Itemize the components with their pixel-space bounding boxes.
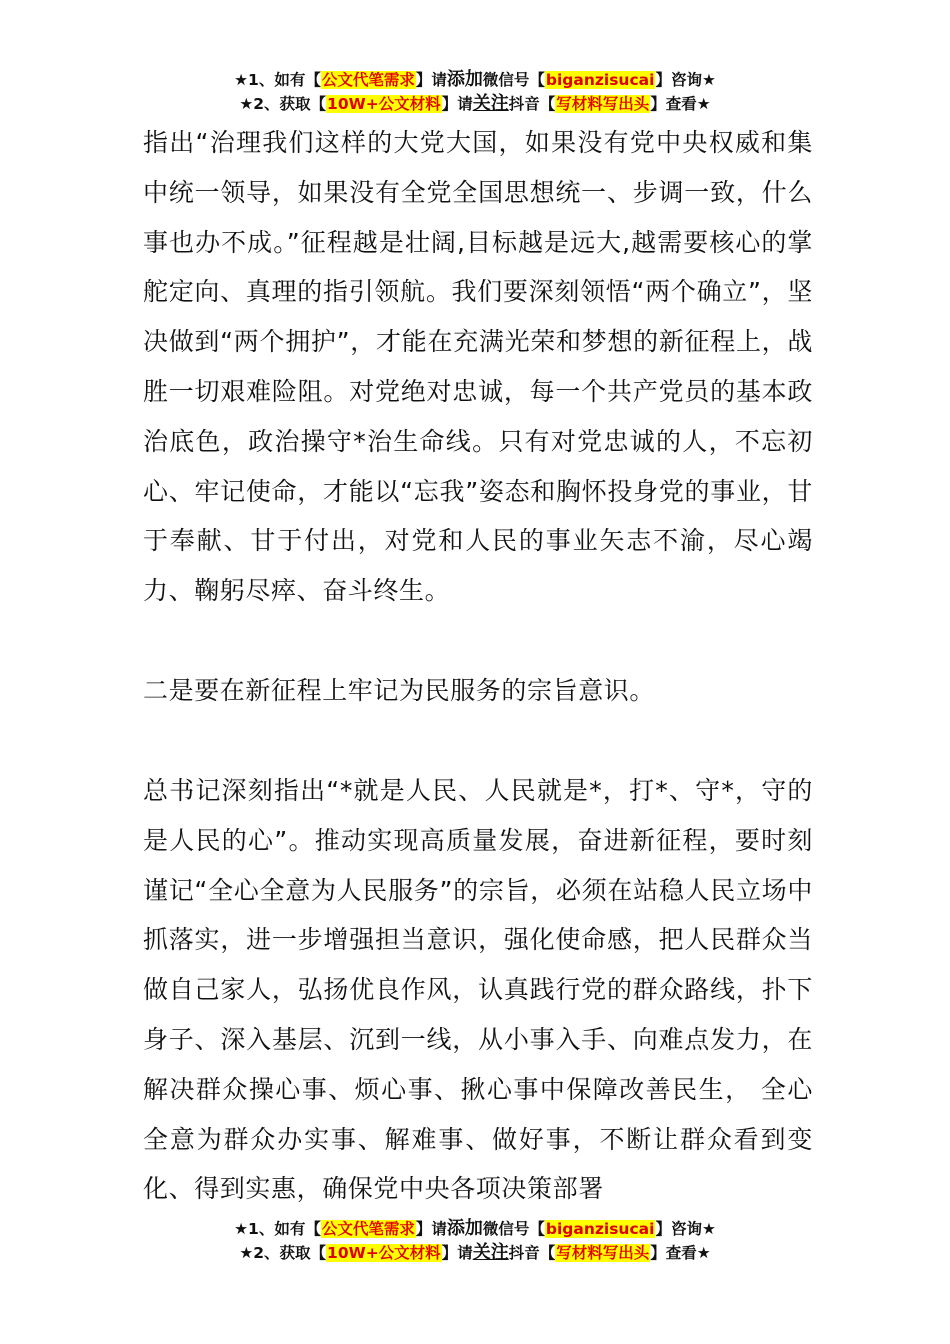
banner-emphasis: 关注 [472,1242,509,1263]
header-banner-line-2 [0,92,950,116]
highlight-materials: 10W+公文材料 [327,95,441,113]
header-banner [0,68,950,116]
highlight-service: 公文代笔需求 [321,1220,415,1238]
footer-banner-line-1 [0,1217,950,1241]
banner-text: 】请 [415,1220,447,1238]
banner-emphasis: 关注 [472,93,509,114]
section-heading-2: 二是要在新征程上牢记为民服务的宗旨意识。 [143,676,656,705]
banner-text: ★1、如有【 [234,1220,321,1238]
highlight-douyin-account: 写材料写出头 [556,95,650,113]
highlight-service: 公文代笔需求 [321,71,415,89]
banner-text: 】咨询★ [655,71,716,89]
highlight-douyin-account: 写材料写出头 [556,1244,650,1262]
footer-banner-line-2 [0,1241,950,1265]
body-paragraph-3: 总书记深刻指出“*就是人民、人民就是*，打*、守*，守的是人民的心”。推动实现高质量发展，奋进新征程，要时刻谨记“全心全意为人民服务”的宗旨，必须在站稳人民立场中抓落实，进一步增强担当意识，强化使命感，把人民群众当做自己家人，弘扬优良作风，认真践行党的群众路线，扑下身子、深入基层、沉到一线，从小事入手、向难点发力，在解决群众操心事、烦心事、揪心事中保障改善民生， 全心全意为群众办实事、解难事、做好事，不断让群众看到变化、得到实惠，确保党中央各项决策部署 [143,776,813,1204]
body-paragraph-1: 指出“治理我们这样的大党大国，如果没有党中央权威和集中统一领导，如果没有全党全国思想统一、步调一致，什么事也办不成。”征程越是壮阔,目标越是远大,越需要核心的掌舵定向、真理的指引领航。我们要深刻领悟“两个确立”，坚决做到“两个拥护”，才能在充满光荣和梦想的新征程上，战胜一切艰难险阻。对党绝对忠诚，每一个共产党员的基本政治底色，政治操守*治生命线。只有对党忠诚的人，不忘初心、牢记使命，才能以“忘我”姿态和胸怀投身党的事业，甘于奉献、甘于付出，对党和人民的事业矢志不渝，尽心竭力、鞠躬尽瘁、奋斗终生。 [143,128,813,606]
banner-text: 】查看★ [650,1244,711,1262]
banner-emphasis: 添加 [446,1218,483,1239]
banner-text: 抖音【 [508,95,556,113]
highlight-wechat-id: biganzisucai [545,71,655,89]
banner-text: 】请 [441,95,473,113]
banner-text: 】请 [415,71,447,89]
footer-banner [0,1217,950,1265]
banner-text: 微信号【 [482,1220,545,1238]
highlight-wechat-id: biganzisucai [545,1220,655,1238]
banner-text: 微信号【 [482,71,545,89]
banner-text: ★2、获取【 [239,1244,327,1262]
header-banner-line-1 [0,68,950,92]
banner-emphasis: 添加 [446,69,483,90]
banner-text: ★2、获取【 [239,95,327,113]
banner-text: ★1、如有【 [234,71,321,89]
banner-text: 】请 [441,1244,473,1262]
banner-text: 】咨询★ [655,1220,716,1238]
banner-text: 抖音【 [508,1244,556,1262]
highlight-materials: 10W+公文材料 [327,1244,441,1262]
banner-text: 】查看★ [650,95,711,113]
